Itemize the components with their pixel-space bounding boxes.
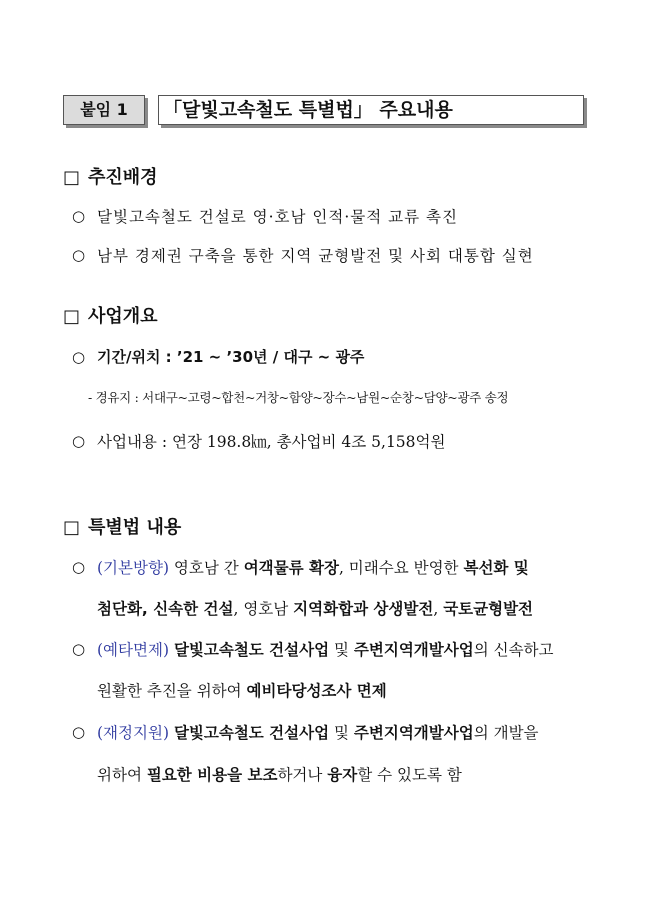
list-item-continuation [97,679,387,701]
text: 하거나 [277,766,328,784]
emphasis: 주변지역개발사업 [353,724,474,742]
text: 영호남 간 [169,559,244,577]
item-label: (재정지원) [97,724,169,742]
list-item: 달빛고속철도 건설로 영·호남 인적·물적 교류 촉진 [97,208,458,226]
list-item: 남부 경제권 구축을 통한 지역 균형발전 및 사회 대통합 실현 [97,247,534,265]
bullet-icon: ○ [72,432,86,450]
item-label: (기본방향) [97,559,169,577]
list-item-continuation [97,763,462,785]
text: 및 [329,641,354,659]
section-marker: □ [63,167,81,188]
emphasis: 필요한 비용을 보조 [146,766,278,784]
text: 및 [329,724,354,742]
document-title: 「달빛고속철도 특별법」 주요내용 [158,95,584,125]
period-location-line: 기간/위치 : ’21 ~ ’30년 / 대구 ~ 광주 [97,348,365,366]
section-title: 추진배경 [88,167,158,188]
text: 원활한 추진을 위하여 [97,682,247,700]
emphasis: 예비타당성조사 면제 [246,682,387,700]
bullet-icon: ○ [72,723,86,741]
text: 할 수 있도록 함 [357,766,462,784]
text: 의 신속하고 [473,641,554,659]
emphasis: 달빛고속철도 건설사업 [173,724,330,742]
attachment-tag: 붙임 1 [63,95,145,125]
list-item [97,556,529,578]
bullet-icon: ○ [72,558,86,576]
emphasis: 첨단화, 신속한 건설 [97,600,234,618]
text: 위하여 [97,766,147,784]
text: , 영호남 [233,600,294,618]
emphasis: 여객물류 확장 [243,559,339,577]
project-scale-line: 사업내용 : 연장 198.8㎞, 총사업비 4조 5,158억원 [97,433,446,451]
text: 의 개발을 [473,724,539,742]
section-marker: □ [63,306,81,327]
list-item [97,721,539,743]
section-title: 특별법 내용 [88,517,182,538]
emphasis: 주변지역개발사업 [353,641,474,659]
route-line: - 경유지 : 서대구~고령~합천~거창~함양~장수~남원~순창~담양~광주 송정 [88,390,509,405]
section-law-heading [63,513,181,539]
item-label: (예타면제) [97,641,169,659]
emphasis: 국토균형발전 [443,600,534,618]
text: , 미래수요 반영한 [338,559,464,577]
emphasis: 달빛고속철도 건설사업 [173,641,330,659]
list-item-continuation [97,597,533,619]
bullet-icon: ○ [72,246,86,264]
emphasis: 복선화 및 [463,559,529,577]
bullet-icon: ○ [72,640,86,658]
list-item [97,638,554,660]
section-overview-heading [63,302,158,328]
emphasis: 지역화합과 상생발전 [293,600,434,618]
section-title: 사업개요 [88,306,158,327]
bullet-icon: ○ [72,207,86,225]
bullet-icon: ○ [72,348,86,366]
emphasis: 융자 [327,766,358,784]
section-background-heading [63,163,158,189]
section-marker: □ [63,517,81,538]
text: , [433,600,444,618]
